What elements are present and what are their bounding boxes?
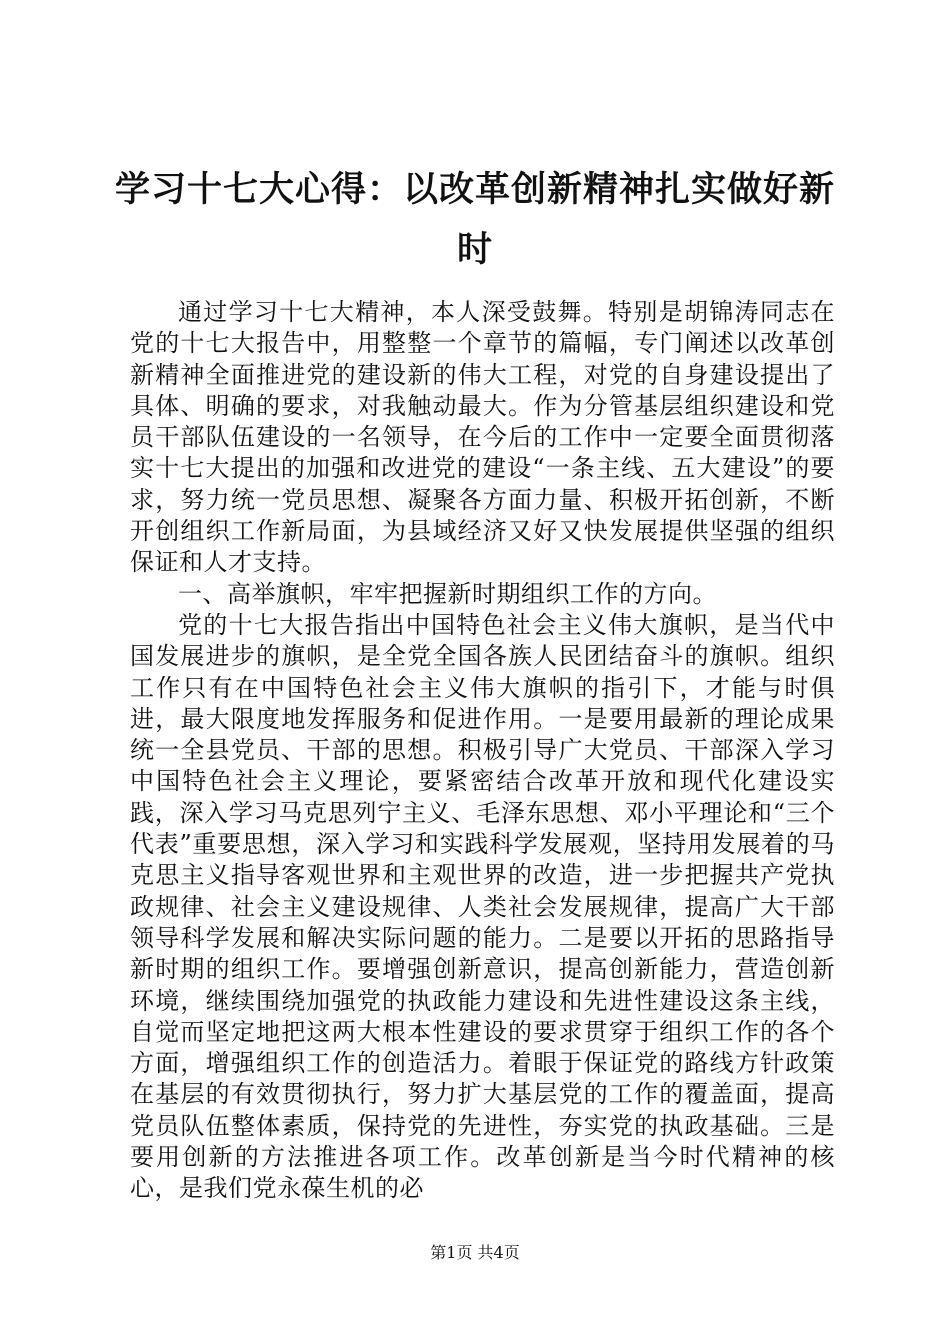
document-body: [130, 297, 835, 1205]
paragraph-section-heading: 一、高举旗帜，牢牢把握新时期组织工作的方向。: [178, 579, 717, 608]
title-line-2: 时: [456, 230, 493, 270]
paragraph-intro: 通过学习十七大精神，本人深受鼓舞。特别是胡锦涛同志在党的十七大报告中，用整整一个章节的篇幅，专门阐述以改革创新精神全面推进党的建设新的伟大工程，对党的自身建设提出了具体、明确的要求，对我触动最大。作为分管基层组织建设和党员干部队伍建设的一名领导，在今后的工作中一定要全面贯彻落实十七大提出的加强和改进党的建设“一条主线、五大建设”的要求，努力统一党员思想、凝聚各方面力量、积极开拓创新，不断开创组织工作新局面，为县域经济又好又快发展提供坚强的组织保证和人才支持。: [130, 298, 835, 577]
page-footer: 第1页 共4页: [430, 1243, 520, 1262]
document-title: [110, 160, 840, 280]
paragraph-section-body: 党的十七大报告指出中国特色社会主义伟大旗帜，是当代中国发展进步的旗帜，是全党全国各族人民团结奋斗的旗帜。组织工作只有在中国特色社会主义伟大旗帜的指引下，才能与时俱进，最大限度地发挥服务和促进作用。一是要用最新的理论成果统一全县党员、干部的思想。积极引导广大党员、干部深入学习中国特色社会主义理论，要紧密结合改革开放和现代化建设实践，深入学习马克思列宁主义、毛泽东思想、邓小平理论和“三个代表”重要思想，深入学习和实践科学发展观，坚持用发展着的马克思主义指导客观世界和主观世界的改造，进一步把握共产党执政规律、社会主义建设规律、人类社会发展规律，提高广大干部领导科学发展和解决实际问题的能力。二是要以开拓的思路指导新时期的组织工作。要增强创新意识，提高创新能力，营造创新环境，继续围绕加强党的执政能力建设和先进性建设这条主线，自觉而坚定地把这两大根本性建设的要求贯穿于组织工作的各个方面，增强组织工作的创造活力。着眼于保证党的路线方针政策在基层的有效贯彻执行，努力扩大基层党的工作的覆盖面，提高党员队伍整体素质，保持党的先进性，夯实党的执政基础。三是要用创新的方法推进各项工作。改革创新是当今时代精神的核心，是我们党永葆生机的必: [130, 610, 835, 1203]
title-line-1: 学习十七大心得：以改革创新精神扎实做好新: [114, 170, 835, 210]
